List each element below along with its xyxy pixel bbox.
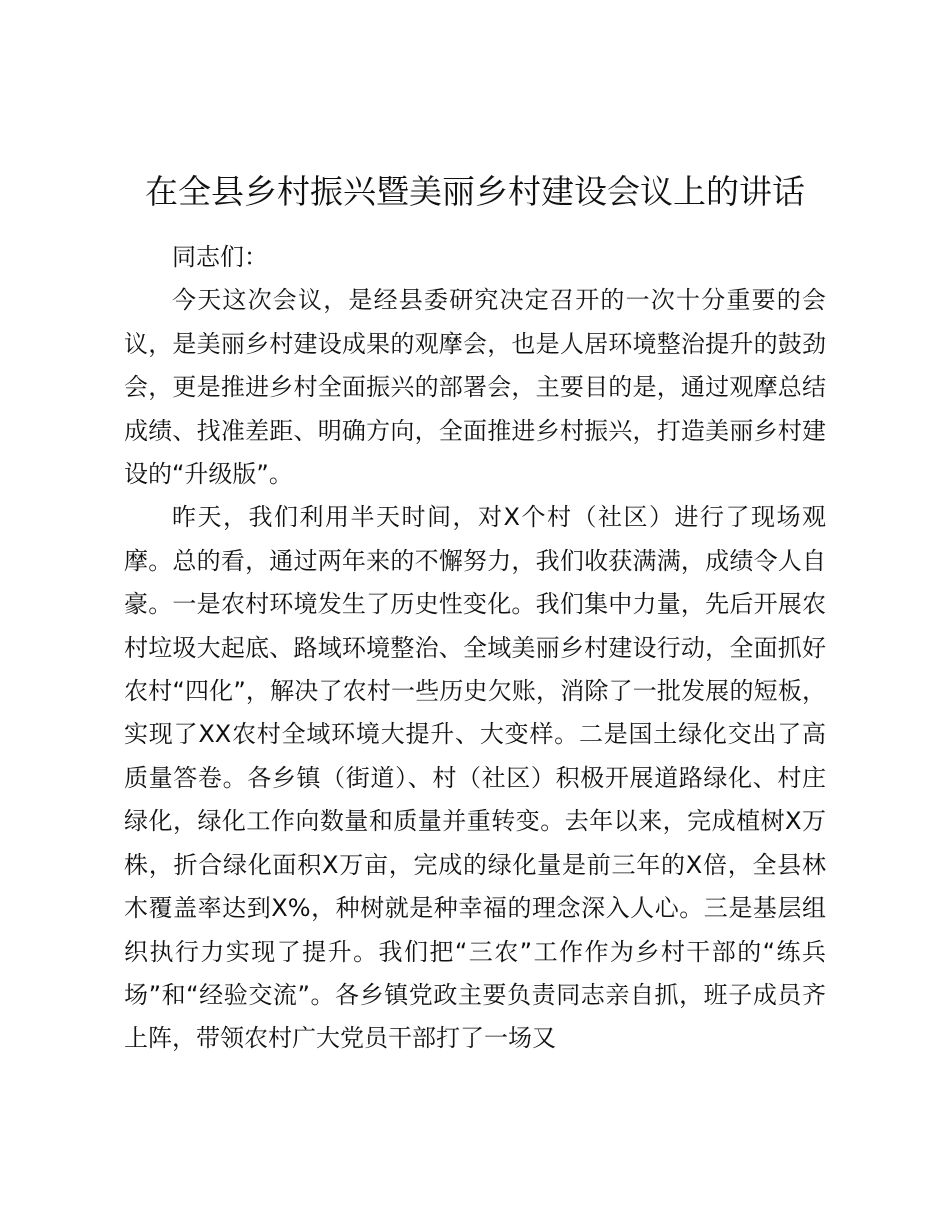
paragraph-achievements: 昨天，我们利用半天时间，对X个村（社区）进行了现场观摩。总的看，通过两年来的不懈努力，我们收获满满，成绩令人自豪。一是农村环境发生了历史性变化。我们集中力量，先后开展农村垃圾大起底、路域环境整治、全域美丽乡村建设行动，全面抓好农村“四化”，解决了农村一些历史欠账，消除了一批发展的短板，实现了XX农村全域环境大提升、大变样。二是国土绿化交出了高质量答卷。各乡镇（街道）、村（社区）积极开展道路绿化、村庄绿化，绿化工作向数量和质量并重转变。去年以来，完成植树X万株，折合绿化面积X万亩，完成的绿化量是前三年的X倍，全县林木覆盖率达到X%，种树就是种幸福的理念深入人心。三是基层组织执行力实现了提升。我们把“三农”工作作为乡村干部的“练兵场”和“经验交流”。各乡镇党政主要负责同志亲自抓，班子成员齐上阵，带领农村广大党员干部打了一场又 — [124, 503, 826, 1053]
document-title: 在全县乡村振兴暨美丽乡村建设会议上的讲话 — [145, 172, 805, 211]
paragraph-meeting-purpose: 今天这次会议，是经县委研究决定召开的一次十分重要的会议，是美丽乡村建设成果的观摩会，也是人居环境整治提升的鼓劲会，更是推进乡村全面振兴的部署会，主要目的是，通过观摩总结成绩、找准差距、明确方向，全面推进乡村振兴，打造美丽乡村建设的“升级版”。 — [124, 286, 826, 489]
document-body — [124, 236, 826, 1061]
paragraph-salutation: 同志们： — [172, 243, 268, 271]
